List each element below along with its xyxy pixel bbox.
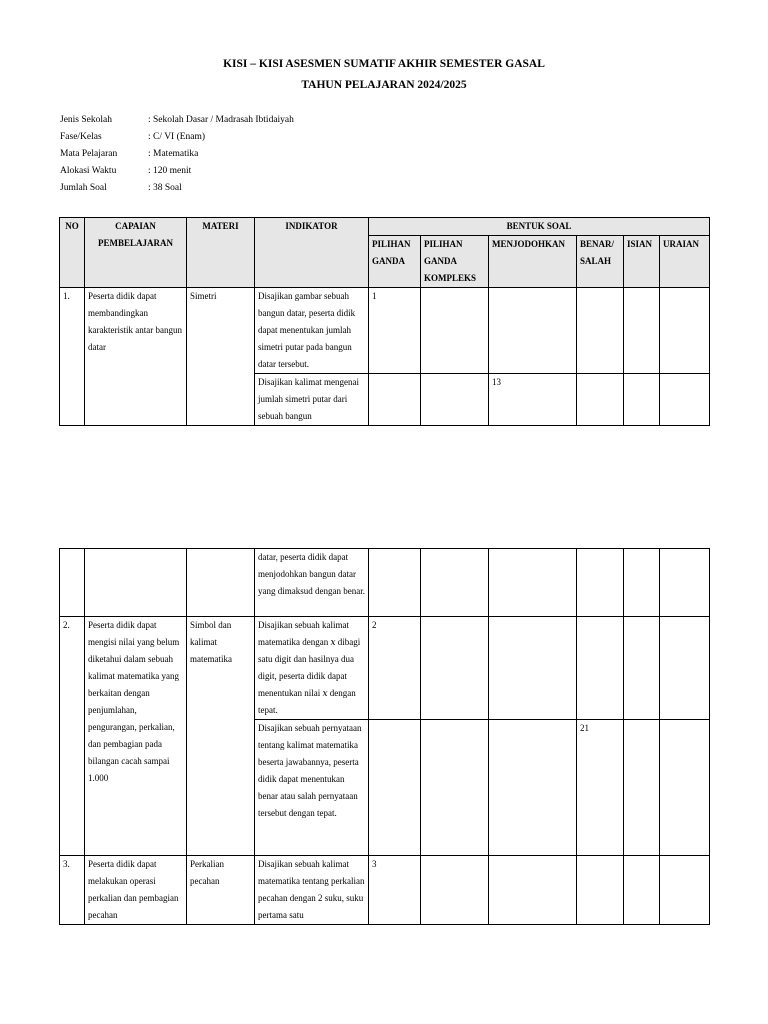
header-materi: MATERI	[187, 218, 255, 288]
cell-empty	[660, 549, 710, 617]
info-value: : 120 menit	[148, 166, 192, 176]
cell-empty	[369, 549, 421, 617]
cell-menjodohkan: 13	[489, 374, 577, 426]
info-row-question-count	[60, 180, 294, 197]
cell-empty	[577, 549, 624, 617]
info-value: : Sekolah Dasar / Madrasah Ibtidaiyah	[148, 115, 294, 125]
cell-empty	[660, 617, 710, 720]
cell-empty	[624, 288, 660, 374]
header-no: NO	[60, 218, 85, 288]
cell-indikator: Disajikan kalimat mengenai jumlah simetri putar dari sebuah bangun	[255, 374, 369, 426]
grid-table-page-2	[59, 548, 710, 925]
info-value: : C/ VI (Enam)	[148, 132, 206, 142]
cell-indikator: Disajikan sebuah pernyataan tentang kalimat matematika beserta jawabannya, peserta didik dapat menentukan benar atau salah pernyataan tersebut dengan tepat.	[255, 720, 369, 856]
cell-empty	[489, 288, 577, 374]
cell-indikator: Disajikan sebuah kalimat matematika tentang perkalian pecahan dengan 2 suku, suku pertama satu	[255, 856, 369, 925]
cell-materi: Perkalian pecahan	[187, 856, 255, 925]
header-menjodohkan: MENJODOHKAN	[489, 236, 577, 288]
info-row-phase-class	[60, 129, 294, 146]
cell-empty	[421, 288, 489, 374]
info-label: Jumlah Soal	[60, 183, 107, 193]
cell-empty	[369, 720, 421, 856]
cell-empty	[577, 856, 624, 925]
cell-empty	[187, 549, 255, 617]
cell-pilihan-ganda: 3	[369, 856, 421, 925]
cell-empty	[577, 374, 624, 426]
cell-empty	[60, 549, 85, 617]
cell-empty	[421, 617, 489, 720]
cell-indikator: Disajikan gambar sebuah bangun datar, peserta didik dapat menentukan jumlah simetri putar pada bangun datar tersebut.	[255, 288, 369, 374]
cell-empty	[624, 374, 660, 426]
cell-empty	[660, 720, 710, 856]
cell-materi: Simetri	[187, 288, 255, 426]
document-title: KISI – KISI ASESMEN SUMATIF AKHIR SEMESTER GASAL	[223, 58, 545, 70]
cell-pilihan-ganda: 1	[369, 288, 421, 374]
table-row	[60, 549, 710, 617]
table-row	[60, 617, 710, 720]
info-row-subject	[60, 146, 294, 163]
cell-empty	[577, 288, 624, 374]
header-bentuk-soal: BENTUK SOAL	[369, 218, 710, 236]
header-pilihan-ganda: PILIHAN GANDA	[369, 236, 421, 288]
cell-indikator: Disajikan sebuah kalimat matematika dengan 𝑥 dibagi satu digit dan hasilnya dua digit, peserta didik dapat menentukan nilai 𝑥 dengan tepat.	[255, 617, 369, 720]
cell-no: 2.	[60, 617, 85, 856]
cell-capaian: Peserta didik dapat melakukan operasi perkalian dan pembagian pecahan	[85, 856, 187, 925]
cell-indikator: datar, peserta didik dapat menjodohkan bangun datar yang dimaksud dengan benar.	[255, 549, 369, 617]
cell-empty	[624, 617, 660, 720]
info-label: Alokasi Waktu	[60, 166, 117, 176]
header-uraian: URAIAN	[660, 236, 710, 288]
cell-empty	[489, 720, 577, 856]
document-subtitle: TAHUN PELAJARAN 2024/2025	[301, 79, 467, 91]
cell-empty	[624, 720, 660, 856]
cell-empty	[421, 856, 489, 925]
cell-no: 1.	[60, 288, 85, 426]
header-capaian: CAPAIAN PEMBELAJARAN	[85, 218, 187, 288]
cell-empty	[421, 720, 489, 856]
table-row	[60, 288, 710, 374]
cell-empty	[660, 288, 710, 374]
cell-empty	[577, 617, 624, 720]
cell-materi: Simbol dan kalimat matematika	[187, 617, 255, 856]
cell-capaian: Peserta didik dapat membandingkan karakteristik antar bangun datar	[85, 288, 187, 426]
cell-empty	[489, 617, 577, 720]
info-label: Jenis Sekolah	[60, 115, 112, 125]
cell-empty	[369, 374, 421, 426]
header-pilihan-ganda-kompleks: PILIHAN GANDA KOMPLEKS	[421, 236, 489, 288]
grid-table-page-1	[59, 217, 710, 426]
info-value: : Matematika	[148, 149, 199, 159]
identity-block	[60, 112, 294, 197]
cell-capaian: Peserta didik dapat mengisi nilai yang belum diketahui dalam sebuah kalimat matematika yang berkaitan dengan penjumlahan, pengurangan, perkalian, dan pembagian pada bilangan cacah sampai 1.000	[85, 617, 187, 856]
info-value: : 38 Soal	[148, 183, 182, 193]
cell-empty	[660, 856, 710, 925]
cell-empty	[624, 549, 660, 617]
cell-benar-salah: 21	[577, 720, 624, 856]
cell-empty	[489, 856, 577, 925]
header-isian: ISIAN	[624, 236, 660, 288]
header-benar-salah: BENAR/ SALAH	[577, 236, 624, 288]
info-label: Fase/Kelas	[60, 132, 102, 142]
info-label: Mata Pelajaran	[60, 149, 118, 159]
table-row	[60, 856, 710, 925]
info-row-school-type	[60, 112, 294, 129]
cell-no: 3.	[60, 856, 85, 925]
cell-empty	[421, 374, 489, 426]
cell-pilihan-ganda: 2	[369, 617, 421, 720]
cell-empty	[660, 374, 710, 426]
cell-empty	[421, 549, 489, 617]
cell-empty	[489, 549, 577, 617]
cell-empty	[85, 549, 187, 617]
cell-empty	[624, 856, 660, 925]
header-indikator: INDIKATOR	[255, 218, 369, 288]
info-row-time	[60, 163, 294, 180]
